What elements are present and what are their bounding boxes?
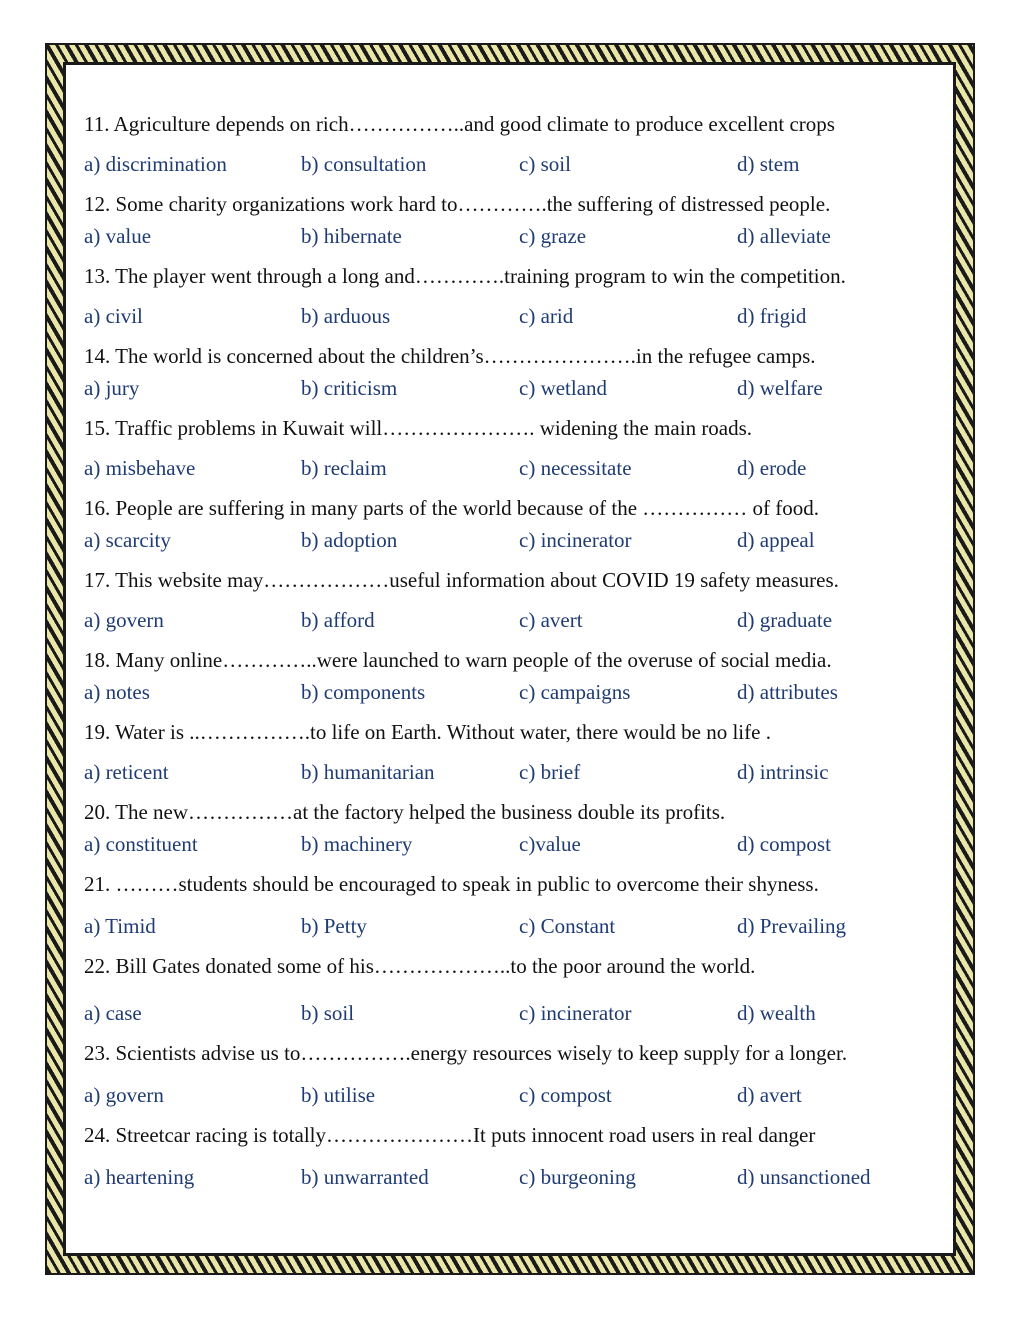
option-c[interactable]: c) burgeoning — [519, 1165, 636, 1189]
option-b[interactable]: b) soil — [301, 1001, 355, 1025]
option-b[interactable]: b) components — [301, 680, 426, 704]
option-a[interactable]: a) reticent — [84, 760, 169, 784]
option-c[interactable]: c) incinerator — [519, 528, 632, 552]
option-a[interactable]: a) civil — [84, 304, 143, 328]
option-a[interactable]: a) case — [84, 1001, 142, 1025]
question-item — [84, 647, 944, 705]
option-b[interactable]: b) hibernate — [301, 224, 402, 248]
option-d[interactable]: d) frigid — [737, 304, 807, 328]
option-c[interactable]: c) Constant — [519, 914, 616, 938]
option-b[interactable]: b) reclaim — [301, 456, 387, 480]
question-text: 20. The new……………at the factory helped the business double its profits. — [84, 800, 726, 824]
option-c[interactable]: c) soil — [519, 152, 571, 176]
answer-options — [84, 913, 944, 939]
option-b[interactable]: b) afford — [301, 608, 375, 632]
question-item — [84, 415, 944, 481]
answer-options — [84, 1164, 944, 1190]
answer-options — [84, 1000, 944, 1026]
option-d[interactable]: d) intrinsic — [737, 760, 829, 784]
option-a[interactable]: a) discrimination — [84, 152, 227, 176]
question-item — [84, 567, 944, 633]
option-b[interactable]: b) unwarranted — [301, 1165, 429, 1189]
option-d[interactable]: d) graduate — [737, 608, 833, 632]
option-a[interactable]: a) value — [84, 224, 152, 248]
option-d[interactable]: d) alleviate — [737, 224, 831, 248]
answer-options — [84, 1082, 944, 1108]
option-c[interactable]: c) compost — [519, 1083, 612, 1107]
question-text: 12. Some charity organizations work hard to………….the suffering of distressed people. — [84, 192, 831, 216]
question-item — [84, 111, 944, 177]
option-d[interactable]: d) welfare — [737, 376, 823, 400]
option-a[interactable]: a) jury — [84, 376, 140, 400]
question-item — [84, 343, 944, 401]
answer-options — [84, 151, 944, 177]
answer-options — [84, 303, 944, 329]
option-b[interactable]: b) humanitarian — [301, 760, 435, 784]
answer-options — [84, 455, 944, 481]
answer-options — [84, 375, 944, 401]
answer-options — [84, 527, 944, 553]
option-c[interactable]: c) wetland — [519, 376, 608, 400]
answer-options — [84, 831, 944, 857]
option-c[interactable]: c) avert — [519, 608, 583, 632]
answer-options — [84, 607, 944, 633]
option-d[interactable]: d) unsanctioned — [737, 1165, 871, 1189]
option-c[interactable]: c)value — [519, 832, 581, 856]
question-item — [84, 495, 944, 553]
question-text: 17. This website may………………useful information about COVID 19 safety measures. — [84, 568, 839, 592]
option-a[interactable]: a) misbehave — [84, 456, 196, 480]
option-c[interactable]: c) arid — [519, 304, 574, 328]
question-item — [84, 1122, 944, 1190]
answer-options — [84, 679, 944, 705]
question-item — [84, 719, 944, 785]
option-d[interactable]: d) compost — [737, 832, 831, 856]
option-d[interactable]: d) erode — [737, 456, 807, 480]
option-b[interactable]: b) consultation — [301, 152, 427, 176]
question-text: 15. Traffic problems in Kuwait will…………………. widening the main roads. — [84, 416, 753, 440]
question-text: 23. Scientists advise us to…………….energy resources wisely to keep supply for a longer. — [84, 1041, 848, 1065]
question-item — [84, 263, 944, 329]
answer-options — [84, 223, 944, 249]
question-item — [84, 191, 944, 249]
question-list — [84, 111, 944, 1190]
option-a[interactable]: a) constituent — [84, 832, 198, 856]
question-item — [84, 871, 944, 939]
option-d[interactable]: d) wealth — [737, 1001, 816, 1025]
option-c[interactable]: c) graze — [519, 224, 587, 248]
option-a[interactable]: a) govern — [84, 1083, 164, 1107]
question-text: 18. Many online…………..were launched to warn people of the overuse of social media. — [84, 648, 832, 672]
option-a[interactable]: a) govern — [84, 608, 164, 632]
option-b[interactable]: b) utilise — [301, 1083, 376, 1107]
option-a[interactable]: a) heartening — [84, 1165, 195, 1189]
question-text: 19. Water is ..…………….to life on Earth. Without water, there would be no life . — [84, 720, 771, 744]
option-b[interactable]: b) Petty — [301, 914, 367, 938]
option-d[interactable]: d) attributes — [737, 680, 838, 704]
option-d[interactable]: d) Prevailing — [737, 914, 847, 938]
option-b[interactable]: b) arduous — [301, 304, 391, 328]
option-c[interactable]: c) incinerator — [519, 1001, 632, 1025]
question-item — [84, 1040, 944, 1108]
question-text: 13. The player went through a long and………….training program to win the competition. — [84, 264, 846, 288]
option-d[interactable]: d) stem — [737, 152, 800, 176]
option-d[interactable]: d) appeal — [737, 528, 815, 552]
question-text: 16. People are suffering in many parts of the world because of the …………… of food. — [84, 496, 820, 520]
question-item — [84, 799, 944, 857]
question-item — [84, 953, 944, 1026]
question-text: 24. Streetcar racing is totally…………………It puts innocent road users in real danger — [84, 1123, 816, 1147]
question-text: 22. Bill Gates donated some of his………………..to the poor around the world. — [84, 954, 756, 978]
option-a[interactable]: a) Timid — [84, 914, 156, 938]
option-a[interactable]: a) scarcity — [84, 528, 171, 552]
option-b[interactable]: b) criticism — [301, 376, 398, 400]
option-c[interactable]: c) brief — [519, 760, 581, 784]
option-b[interactable]: b) machinery — [301, 832, 413, 856]
option-d[interactable]: d) avert — [737, 1083, 802, 1107]
answer-options — [84, 759, 944, 785]
option-a[interactable]: a) notes — [84, 680, 150, 704]
question-text: 21. ………students should be encouraged to speak in public to overcome their shyness. — [84, 872, 819, 896]
option-c[interactable]: c) necessitate — [519, 456, 632, 480]
question-text: 11. Agriculture depends on rich……………..and good climate to produce excellent crops — [84, 112, 835, 136]
option-b[interactable]: b) adoption — [301, 528, 398, 552]
option-c[interactable]: c) campaigns — [519, 680, 631, 704]
question-text: 14. The world is concerned about the children’s………………….in the refugee camps. — [84, 344, 816, 368]
